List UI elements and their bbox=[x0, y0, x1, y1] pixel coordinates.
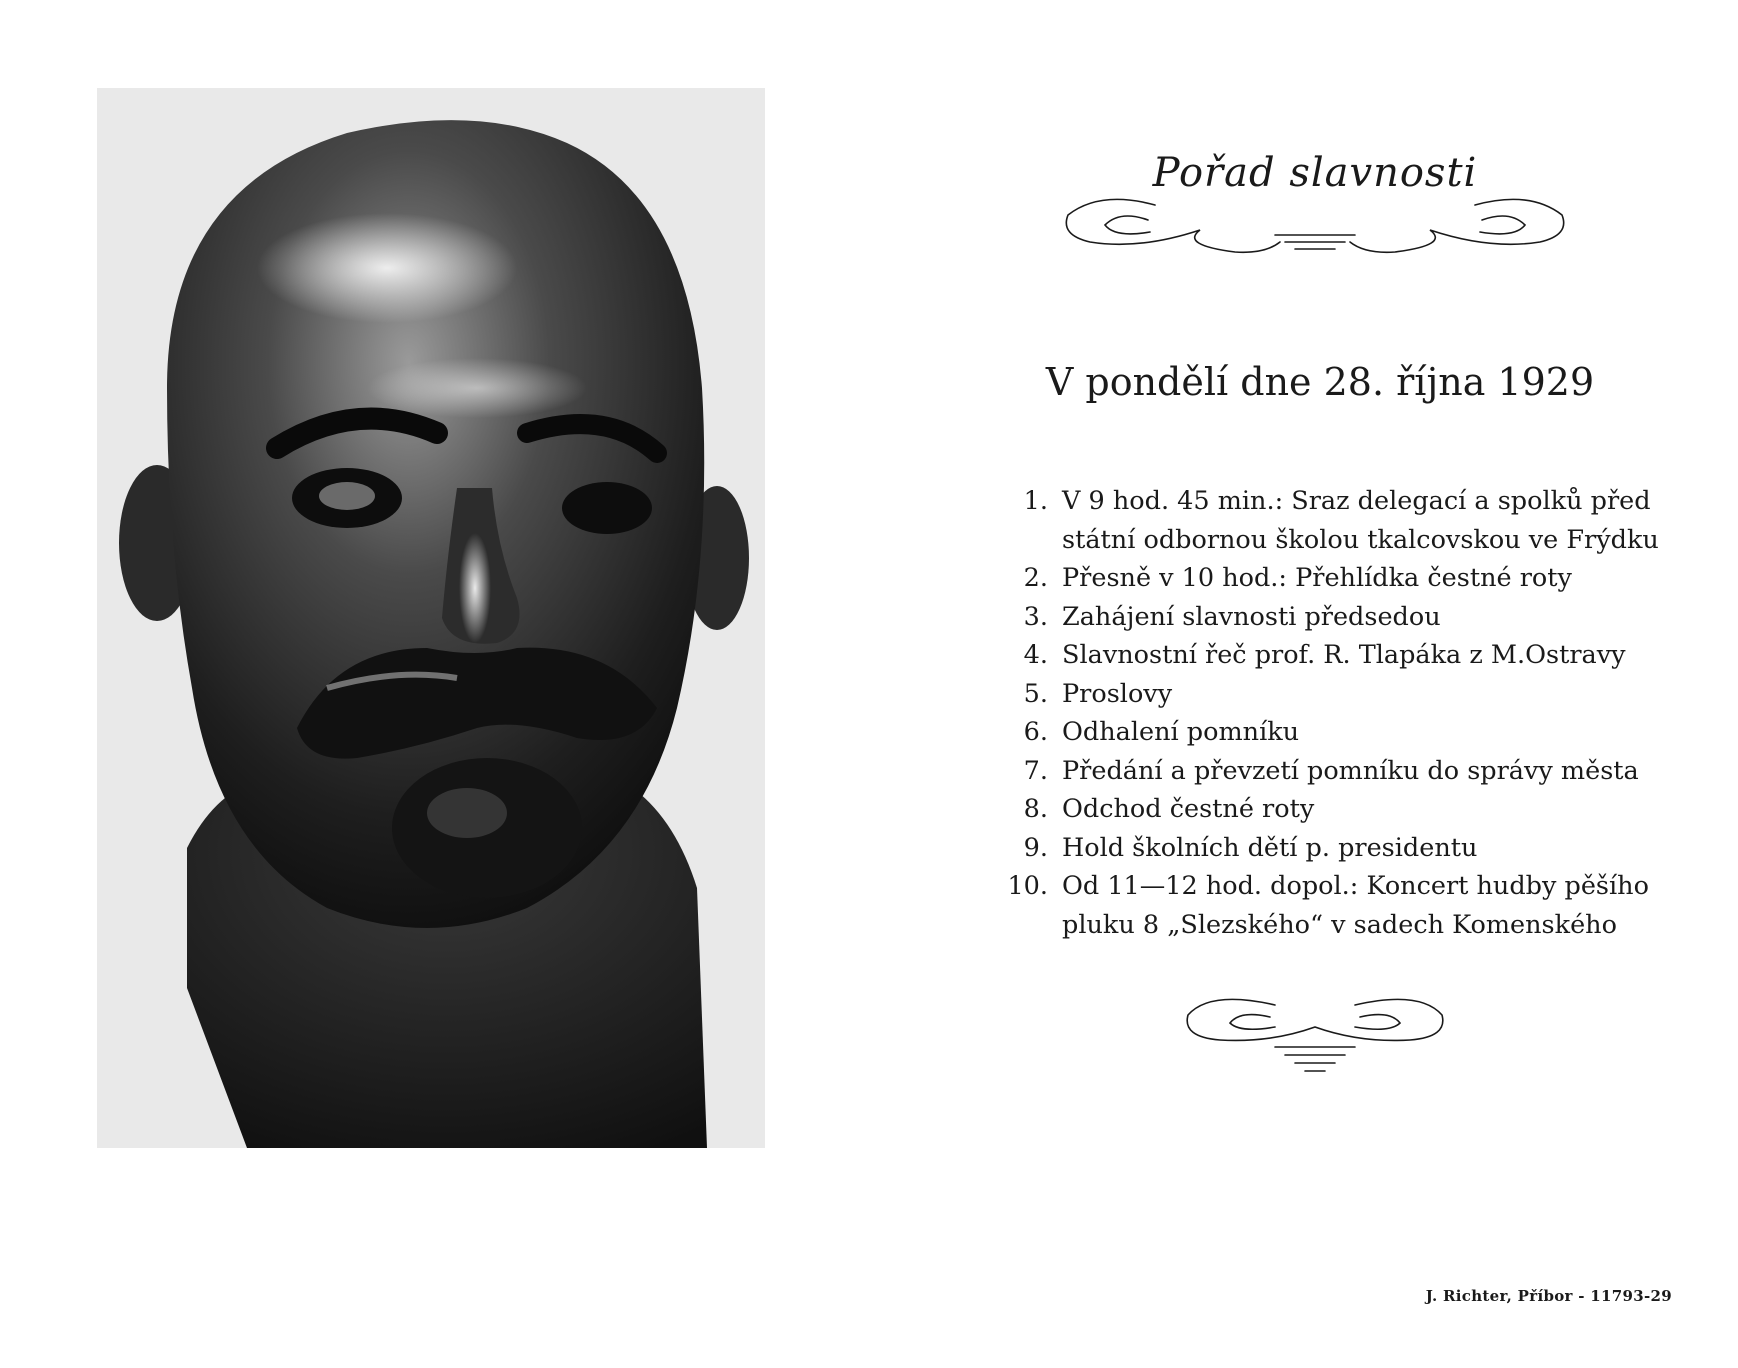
program-item bbox=[1000, 559, 1660, 598]
program-item-text: Slavnostní řeč prof. R. Tlapáka z M.Ostravy bbox=[1062, 640, 1626, 670]
program-item-text: Od 11—12 hod. dopol.: Koncert hudby pěšího pluku 8 „Slezského“ v sadech Komenského bbox=[1062, 871, 1649, 940]
closing-flourish-ornament bbox=[1180, 985, 1450, 1080]
program-item bbox=[1000, 867, 1660, 944]
bust-forehead-highlight bbox=[257, 213, 517, 323]
program-item-text: Předání a převzetí pomníku do správy města bbox=[1062, 755, 1639, 786]
program-item bbox=[1000, 829, 1660, 868]
bust-brow-highlight bbox=[367, 358, 587, 418]
event-date: V pondělí dne 28. října 1929 bbox=[1045, 360, 1595, 404]
program-item-text: Zahájení slavnosti předsedou bbox=[1062, 601, 1441, 632]
program-item bbox=[1000, 675, 1660, 714]
heading-title: Pořad slavnosti bbox=[1152, 150, 1478, 196]
program-item-text: Proslovy bbox=[1062, 678, 1173, 709]
printer-imprint: J. Richter, Příbor - 11793-29 bbox=[1425, 1287, 1672, 1305]
bust-right-eye bbox=[562, 482, 652, 534]
program-item-number: 10. bbox=[1007, 871, 1048, 901]
program-item-text: Odchod čestné roty bbox=[1062, 794, 1315, 824]
program-item-number: 2. bbox=[1023, 563, 1048, 593]
bust-illustration bbox=[97, 88, 765, 1148]
program-item bbox=[1000, 790, 1660, 829]
program-item-number: 8. bbox=[1023, 794, 1048, 824]
program-heading bbox=[1060, 150, 1570, 260]
program-item-number: 9. bbox=[1023, 832, 1048, 863]
bust-left-eye-highlight bbox=[319, 482, 375, 510]
program-item-text: Hold školních dětí p. presidentu bbox=[1062, 832, 1478, 863]
program-item bbox=[1000, 752, 1660, 791]
bust-nose-highlight bbox=[459, 533, 491, 643]
program-item-number: 5. bbox=[1023, 678, 1048, 709]
program-item-number: 6. bbox=[1023, 717, 1048, 747]
bust-chin-highlight bbox=[427, 788, 507, 838]
program-item-text: V 9 hod. 45 min.: Sraz delegací a spolků před státní odbornou školou tkalcovskou ve Frýdku bbox=[1062, 486, 1659, 555]
program-item bbox=[1000, 482, 1660, 559]
bust-photo bbox=[97, 88, 765, 1148]
program-item-number: 3. bbox=[1023, 601, 1048, 632]
program-item-text: Odhalení pomníku bbox=[1062, 717, 1300, 747]
program-item-number: 4. bbox=[1023, 640, 1048, 670]
program-item-number: 7. bbox=[1023, 755, 1048, 786]
program-item bbox=[1000, 598, 1660, 637]
program-item bbox=[1000, 636, 1660, 675]
heading-flourish-ornament bbox=[1060, 180, 1570, 260]
program-item-text: Přesně v 10 hod.: Přehlídka čestné roty bbox=[1062, 563, 1572, 593]
program-list bbox=[1000, 482, 1660, 944]
program-item bbox=[1000, 713, 1660, 752]
program-item-number: 1. bbox=[1023, 486, 1048, 516]
